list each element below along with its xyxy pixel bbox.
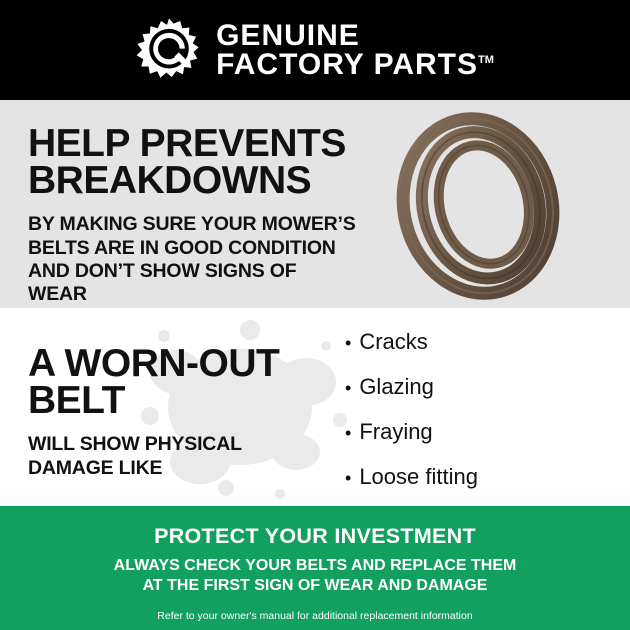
list-item-label: Glazing	[359, 374, 434, 400]
worn-subtext-line-1: WILL SHOW PHYSICAL	[28, 433, 242, 456]
help-subtext-line-3: AND DON’T SHOW SIGNS OF WEAR	[28, 260, 297, 306]
bullet-dot-icon: •	[345, 468, 352, 489]
list-item-label: Cracks	[359, 329, 428, 354]
gear-with-wrench-icon	[136, 17, 202, 83]
protect-fine-print: Refer to your owner's manual for additional replacement information	[157, 609, 473, 622]
header-banner	[0, 0, 630, 100]
trademark-mark: TM	[478, 54, 494, 66]
protect-title: PROTECT YOUR INVESTMENT	[154, 524, 476, 548]
worn-text-block	[28, 342, 328, 480]
brand-name	[216, 18, 494, 81]
help-heading-line-2: BREAKDOWNS	[28, 158, 312, 202]
list-item	[345, 375, 615, 398]
list-item	[345, 330, 615, 353]
worn-heading-line-2: BELT	[28, 378, 125, 422]
list-item-label: Fraying	[359, 419, 433, 445]
brand-line-1: GENUINE	[216, 18, 360, 52]
protect-message	[0, 556, 630, 597]
help-heading	[28, 122, 358, 202]
help-subtext-line-2: BELTS ARE IN GOOD CONDITION	[28, 236, 336, 259]
help-text-block	[28, 122, 358, 307]
worn-heading-line-1: A WORN-OUT	[28, 342, 280, 385]
protect-message-line-2: AT THE FIRST SIGN OF WEAR AND DAMAGE	[142, 577, 488, 595]
help-heading-line-1: HELP PREVENTS	[28, 122, 346, 165]
bullet-dot-icon: •	[345, 333, 352, 353]
help-subtext-line-1: BY MAKING SURE YOUR MOWER’S	[28, 213, 356, 236]
worn-subtext-line-2: DAMAGE LIKE	[28, 456, 163, 479]
list-item-label: Loose fitting	[359, 464, 478, 490]
brand-line-2: FACTORY PARTS™	[216, 48, 494, 81]
bullet-dot-icon: •	[345, 378, 352, 399]
worn-subtext	[28, 433, 328, 480]
worn-heading	[28, 342, 328, 422]
bullet-dot-icon: •	[345, 423, 352, 444]
section-help-prevents-breakdowns	[0, 100, 630, 308]
protect-message-line-1: ALWAYS CHECK YOUR BELTS AND REPLACE THEM	[113, 557, 517, 574]
help-subtext	[28, 213, 358, 307]
damage-symptom-list	[345, 330, 615, 506]
section-protect-your-investment	[0, 506, 630, 630]
list-item	[345, 420, 615, 443]
mower-drive-belt-photo	[348, 106, 608, 306]
list-item	[345, 465, 615, 488]
section-worn-out-belt	[0, 308, 630, 506]
